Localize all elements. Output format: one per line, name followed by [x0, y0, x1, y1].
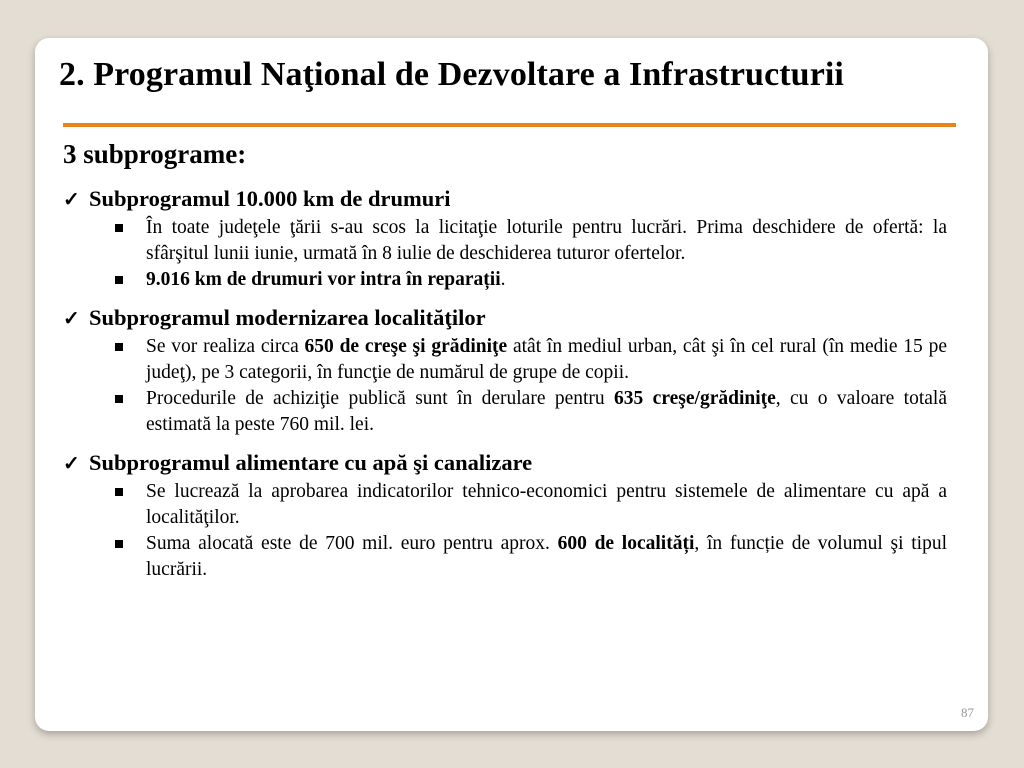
- bullet-text: [146, 386, 947, 438]
- bullet-text: [146, 531, 947, 583]
- section-heading-text: Subprogramul alimentare cu apă şi canalizare: [89, 450, 533, 475]
- title-divider: [63, 123, 956, 127]
- section-heading: [63, 184, 947, 215]
- subtitle: 3 subprograme:: [63, 139, 247, 169]
- bullet-text-bold: 635 creşe/grădiniţe: [614, 388, 776, 409]
- bullet-text-segment: Se vor realiza circa: [146, 336, 305, 357]
- square-bullet-icon: [115, 488, 123, 496]
- section: [63, 448, 947, 583]
- section: [63, 303, 947, 438]
- slide-title: 2. Programul Naţional de Dezvoltare a Infrastructurii: [59, 56, 844, 93]
- square-bullet-icon: [115, 343, 123, 351]
- bullet-text-segment: .: [500, 269, 506, 290]
- bullet-text-bold: 600 de localități: [557, 533, 695, 554]
- bullet-text-bold: 9.016 km de drumuri vor intra în reparații: [146, 269, 501, 290]
- section-heading-text: Subprogramul modernizarea localităţilor: [89, 305, 486, 330]
- bullet-text: [146, 215, 947, 267]
- sections-list: [63, 184, 947, 583]
- bullet-list: [63, 334, 947, 438]
- square-bullet-icon: [115, 276, 123, 284]
- square-bullet-icon: [115, 224, 123, 232]
- bullet-text-segment: Se lucrează la aprobarea indicatorilor tehnico-economici pentru sistemele de alimentare cu apă a localităţilor.: [146, 481, 947, 528]
- bullet-text-segment: , în funcție de volumul şi tipul lucrării.: [146, 533, 947, 580]
- page-number: 87: [961, 705, 974, 720]
- bullet-text-segment: atât în mediul urban, cât şi în cel rural (în medie 15 pe judeţ), pe 3 categorii, în funcţie de numărul de grupe de copii.: [146, 336, 947, 383]
- bullet-text: [146, 479, 947, 531]
- section-heading-text: Subprogramul 10.000 km de drumuri: [89, 186, 451, 211]
- section-heading: [63, 303, 947, 334]
- bullet-item: [63, 531, 947, 583]
- bullet-text: [146, 334, 947, 386]
- bullet-item: [63, 267, 947, 293]
- bullet-item: [63, 386, 947, 438]
- checkmark-icon: ✓: [63, 308, 80, 330]
- slide-content: [63, 139, 947, 593]
- square-bullet-icon: [115, 395, 123, 403]
- bullet-list: [63, 215, 947, 293]
- bullet-text-segment: , cu o valoare totală estimată la peste 760 mil. lei.: [146, 388, 947, 435]
- bullet-item: [63, 479, 947, 531]
- section-heading: [63, 448, 947, 479]
- checkmark-icon: ✓: [63, 189, 80, 211]
- bullet-text-segment: În toate judeţele ţării s-au scos la licitaţie loturile pentru lucrări. Prima deschidere de ofertă: la sfârşitul lunii iunie, urmată în 8 iulie de deschiderea tuturor ofertelor.: [146, 217, 947, 264]
- checkmark-icon: ✓: [63, 453, 80, 475]
- bullet-text-segment: Suma alocată este de 700 mil. euro pentru aprox.: [146, 533, 558, 554]
- bullet-text-bold: 650 de creşe şi grădiniţe: [304, 336, 508, 357]
- bullet-text-segment: Procedurile de achiziţie publică sunt în derulare pentru: [146, 388, 615, 409]
- bullet-item: [63, 334, 947, 386]
- bullet-text: [146, 267, 947, 293]
- section: [63, 184, 947, 293]
- bullet-item: [63, 215, 947, 267]
- slide: [35, 38, 988, 731]
- square-bullet-icon: [115, 540, 123, 548]
- bullet-list: [63, 479, 947, 583]
